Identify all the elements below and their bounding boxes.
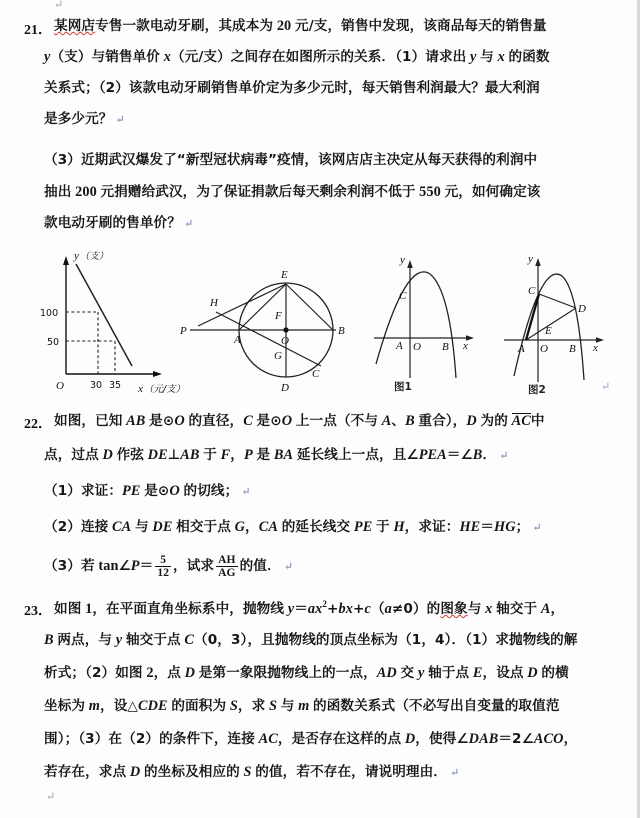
point-label-C: C	[312, 368, 320, 380]
x-tick-30: 30	[90, 380, 103, 391]
q23-line-3: 析式；（2）如图 2，点 D 是第一象限抛物线上的一点，AD 交 y 轴于点 E，设点 D 的横	[44, 665, 569, 681]
point-label-B: B	[442, 341, 449, 353]
figure-circle-tangent	[178, 248, 363, 398]
figures-row	[0, 240, 640, 405]
q22-line-3: （1）求证：PE 是⊙O 的切线； ↵	[44, 483, 251, 499]
q22-line-5: （3）若 tan∠P＝ $\frac{5}{12}$ ，试求 $\frac{AH}{AG}$ 的值． ↵	[44, 554, 294, 580]
point-label-E: E	[545, 325, 552, 337]
pilcrow-icon: ↵	[532, 522, 542, 534]
point-label-G: G	[274, 350, 282, 362]
figure-parabola-1	[372, 246, 490, 396]
origin-label: O	[56, 380, 64, 392]
pilcrow-icon: ↵	[601, 381, 611, 393]
point-label-P: P	[180, 325, 187, 337]
pilcrow-icon: ↵	[241, 486, 251, 498]
top-paragraph-mark: ↵	[54, 0, 64, 11]
point-label-B: B	[569, 343, 576, 355]
y-axis-label: y（支）	[74, 250, 109, 262]
q21-line-6: 抽出 200 元捐赠给武汉，为了保证捐款后每天剩余利润不低于 550 元，如何确定该	[44, 184, 541, 200]
point-label-A: A	[234, 334, 241, 346]
q22-line-2: 点，过点 D 作弦 DE⊥AB 于 F，P 是 BA 延长线上一点，且∠PEA＝∠B． ↵	[44, 447, 509, 463]
point-label-B: B	[338, 325, 345, 337]
pilcrow-icon: ↵	[283, 560, 294, 573]
q23-line-1: 如图 1，在平面直角坐标系中，抛物线 $y=ax^2+bx+c(a\ne 0)$的图象与 x 轴交于 A，	[54, 599, 565, 617]
x-axis-label: x	[463, 340, 468, 352]
point-label-C: C	[399, 290, 407, 302]
x-axis-label: x（元/支）	[138, 383, 186, 395]
point-label-E: E	[281, 269, 288, 281]
pilcrow-icon: ↵	[183, 218, 194, 230]
bottom-paragraph-mark: ↵	[46, 791, 56, 803]
q21-line-1: 某网店专售一款电动牙刷，其成本为 20 元/支，销售中发现，该商品每天的销售量	[54, 18, 547, 34]
question-21-number: 21．	[24, 23, 52, 38]
fraction-ah-ag: $\frac{AH}{AG}$	[218, 554, 236, 580]
q23-line-4: 坐标为 m，设△CDE 的面积为 S，求 S 与 m 的函数关系式（不必写出自变量的取值范	[44, 698, 560, 714]
point-label-C: C	[528, 285, 536, 297]
question-23-number: 23．	[24, 604, 52, 619]
q22-line-1: 如图，已知 AB 是⊙O 的直径，C 是⊙O 上一点（不与 A、B 重合），D 为的 AC中	[54, 413, 545, 429]
figure-sales-line	[34, 246, 184, 396]
figure-parabola-2	[502, 246, 622, 396]
q23-line-2: B 两点，与 y 轴交于点 C（0，3），且抛物线的顶点坐标为（1，4）．（1）求抛物线的解	[44, 632, 578, 648]
origin-label: O	[540, 343, 548, 355]
figure-1-caption: 图1	[394, 381, 412, 393]
q22-line-4: （2）连接 CA 与 DE 相交于点 G，CA 的延长线交 PE 于 H，求证：HE＝HG； ↵	[44, 519, 542, 535]
y-axis-label: y	[400, 254, 405, 266]
point-label-A: A	[518, 343, 525, 355]
question-22-number: 22．	[24, 417, 52, 432]
fraction-tan-p: $\frac{5}{12}$	[157, 554, 170, 580]
x-axis-label: x	[593, 342, 598, 354]
point-label-D: D	[578, 303, 586, 315]
figure-2-caption: 图2	[528, 384, 546, 396]
y-axis-label: y	[528, 253, 533, 265]
origin-label: O	[413, 341, 421, 353]
q21-line-7: 款电动牙刷的售单价？ ↵	[44, 215, 194, 231]
q21-line-2: y（支）与销售单价 x（元/支）之间存在如图所示的关系．（1）请求出 y 与 x 的函数	[44, 49, 550, 65]
point-label-O: O	[281, 335, 289, 347]
q23-line-5: 围）；（3）在（2）的条件下，连接 AC，是否存在这样的点 D，使得∠DAB＝2∠ACO，	[44, 731, 578, 747]
q21-line-3: 关系式；（2）该款电动牙刷销售单价定为多少元时，每天销售利润最大？最大利润	[44, 80, 540, 96]
point-label-H: H	[210, 297, 218, 309]
q21-line-4: 是多少元？ ↵	[44, 111, 125, 127]
point-label-A: A	[396, 340, 403, 352]
point-label-F: F	[275, 310, 282, 322]
pilcrow-icon: ↵	[450, 767, 460, 779]
q23-line-6: 若存在，求点 D 的坐标及相应的 S 的值，若不存在，请说明理由． ↵	[44, 764, 460, 780]
q21-line-5: （3）近期武汉爆发了“新型冠状病毒”疫情，该网店店主决定从每天获得的利润中	[44, 152, 538, 168]
x-tick-35: 35	[109, 380, 122, 391]
pilcrow-icon: ↵	[115, 114, 125, 126]
y-tick-100: 100	[40, 308, 59, 319]
pilcrow-icon: ↵	[499, 450, 509, 462]
point-label-D: D	[281, 382, 289, 394]
y-tick-50: 50	[47, 337, 60, 348]
